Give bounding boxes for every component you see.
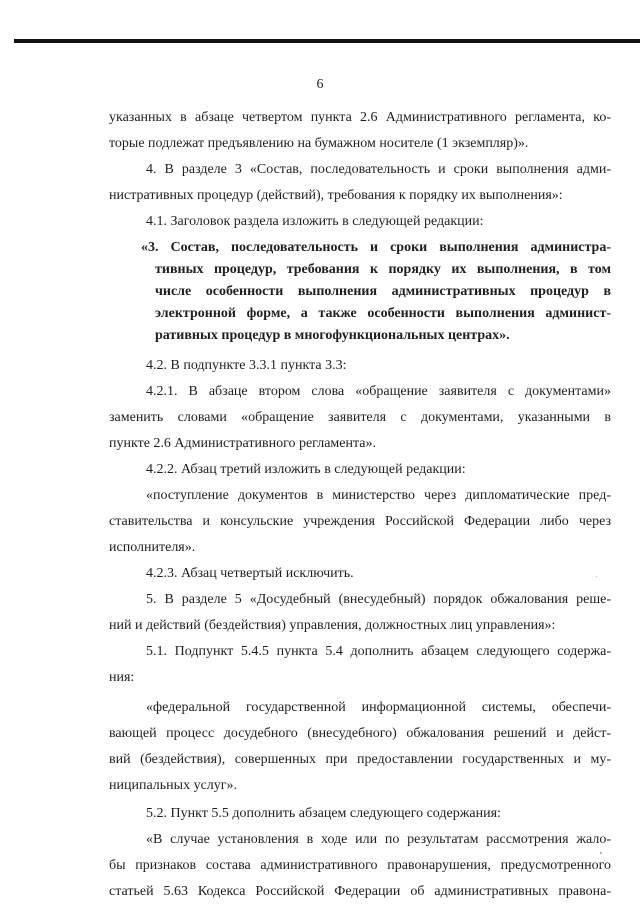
- text-line: нистративных процедур (действий), требования к порядку их выполнения»:: [109, 188, 563, 203]
- text-line: исполнителя».: [109, 540, 196, 555]
- text-line: заменить словами «обращение заявителя с документами, указанными в: [109, 410, 611, 425]
- text-line: ниципальных услуг».: [109, 778, 238, 793]
- text-line: ний и действий (бездействия) управления, должностных лиц управления»:: [109, 618, 556, 633]
- text-line: 4.2.1. В абзаце втором слова «обращение заявителя с документами»: [146, 384, 611, 399]
- text-line: вий (бездействия), совершенных при предоставлении государственных и му-: [109, 752, 611, 767]
- text-line: 5. В разделе 5 «Досудебный (внесудебный) порядок обжалования реше-: [146, 592, 611, 607]
- bold-heading-line: «3. Состав, последовательность и сроки выполнения администра-: [141, 240, 611, 255]
- scan-speck: [600, 852, 602, 854]
- text-line: «В случае установления в ходе или по результатам рассмотрения жало-: [146, 832, 611, 847]
- text-line: 4.2.2. Абзац третий изложить в следующей редакции:: [146, 462, 466, 477]
- text-line: 5.2. Пункт 5.5 дополнить абзацем следующего содержания:: [146, 806, 501, 821]
- text-line: «поступление документов в министерство через дипломатические пред-: [146, 488, 611, 503]
- bold-heading-line: ративных процедур в многофункциональных центрах».: [155, 328, 510, 343]
- text-line: указанных в абзаце четвертом пункта 2.6 Административного регламента, ко-: [109, 110, 611, 125]
- text-line: торые подлежат предъявлению на бумажном носителе (1 экземпляр)».: [109, 136, 529, 151]
- text-line: «федеральной государственной информационной системы, обеспечи-: [146, 700, 611, 715]
- top-rule: [14, 39, 640, 43]
- bold-heading-line: числе особенности выполнения административных процедур в: [155, 284, 611, 299]
- scan-speck: [596, 576, 597, 577]
- bold-heading-line: тивных процедур, требования к порядку их выполнения, в том: [155, 262, 611, 277]
- text-line: 4. В разделе 3 «Состав, последовательность и сроки выполнения адми-: [146, 162, 611, 177]
- text-line: ния:: [109, 670, 135, 685]
- text-line: 4.2. В подпункте 3.3.1 пункта 3.3:: [146, 358, 347, 373]
- text-line: 5.1. Подпункт 5.4.5 пункта 5.4 дополнить абзацем следующего содержа-: [146, 644, 611, 659]
- text-line: 4.2.3. Абзац четвертый исключить.: [146, 566, 354, 581]
- text-line: 4.1. Заголовок раздела изложить в следующей редакции:: [146, 214, 484, 229]
- text-line: пункте 2.6 Административного регламента».: [109, 436, 376, 451]
- text-line: бы признаков состава административного правонарушения, предусмотренного: [109, 858, 611, 873]
- text-line: вающей процесс досудебного (внесудебного) обжалования решений и дейст-: [109, 726, 611, 741]
- text-line: ставительства и консульские учреждения Российской Федерации либо через: [109, 514, 611, 529]
- bold-heading-line: электронной форме, а также особенности выполнения админист-: [155, 306, 611, 321]
- text-line: статьей 5.63 Кодекса Российской Федерации об административных правона-: [109, 884, 611, 899]
- page-number: 6: [316, 77, 324, 92]
